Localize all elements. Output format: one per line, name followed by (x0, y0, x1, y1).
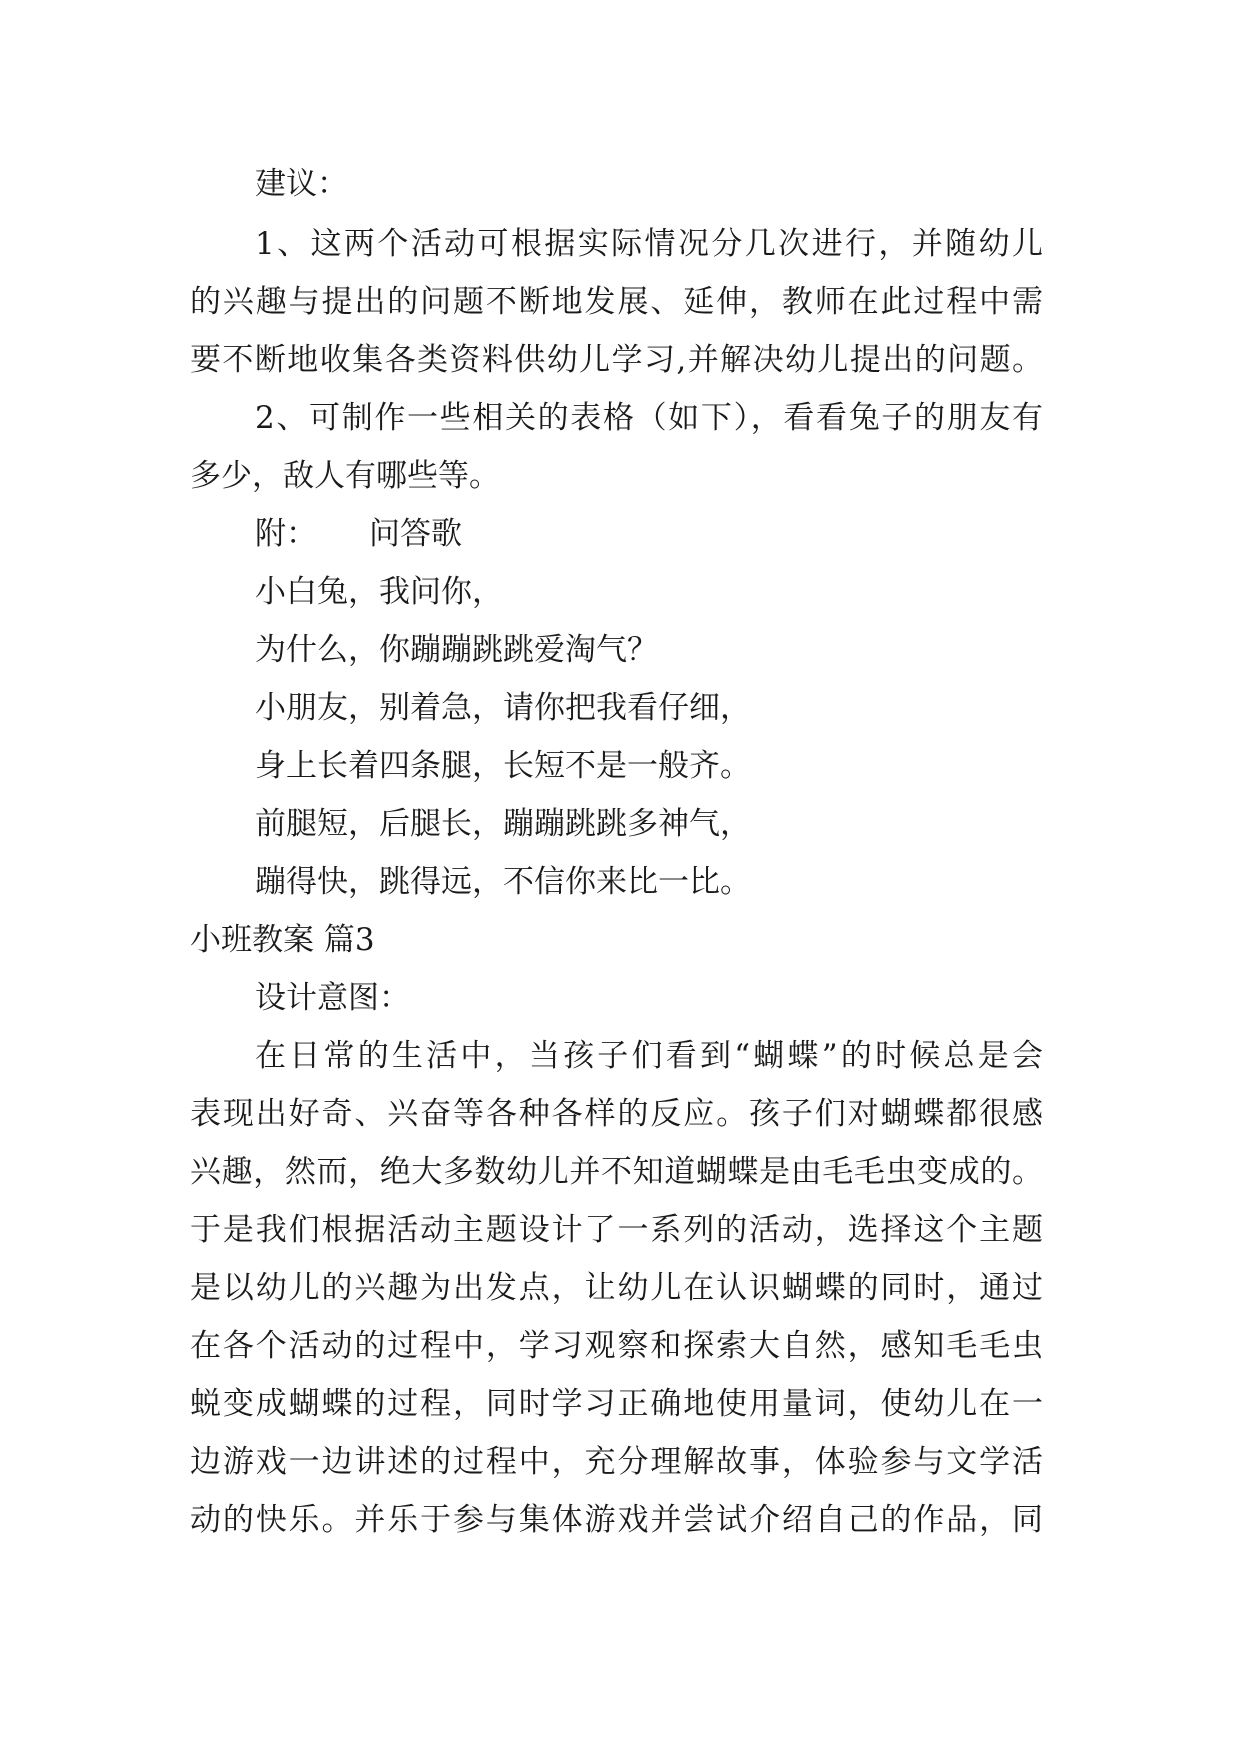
suggestion-1-line-3: 要不断地收集各类资料供幼儿学习,并解决幼儿提出的问题。 (190, 342, 1043, 378)
suggestion-2-line-2: 多少，敌人有哪些等。 (190, 458, 500, 494)
song-line-3: 小朋友，别着急，请你把我看仔细， (255, 690, 751, 726)
suggestion-1-line-1: 1、这两个活动可根据实际情况分几次进行，并随幼儿 (255, 226, 1043, 262)
design-paragraph-line-2: 表现出好奇、兴奋等各种各样的反应。孩子们对蝴蝶都很感 (190, 1096, 1043, 1132)
design-paragraph-line-6: 在各个活动的过程中，学习观察和探索大自然，感知毛毛虫 (190, 1328, 1043, 1364)
song-line-4: 身上长着四条腿，长短不是一般齐。 (255, 748, 751, 784)
design-heading: 设计意图： (255, 980, 410, 1016)
song-line-2: 为什么，你蹦蹦跳跳爱淘气？ (255, 632, 658, 668)
song-line-6: 蹦得快，跳得远，不信你来比一比。 (255, 864, 751, 900)
appendix-title: 问答歌 (369, 516, 462, 552)
design-paragraph-line-5: 是以幼儿的兴趣为出发点，让幼儿在认识蝴蝶的同时，通过 (190, 1270, 1043, 1306)
design-paragraph-line-1: 在日常的生活中，当孩子们看到“蝴蝶”的时候总是会 (255, 1038, 1043, 1074)
design-paragraph-line-3: 兴趣，然而，绝大多数幼儿并不知道蝴蝶是由毛毛虫变成的。 (190, 1154, 1043, 1190)
song-line-5: 前腿短，后腿长，蹦蹦跳跳多神气， (255, 806, 751, 842)
appendix-label: 附： (255, 516, 317, 552)
design-paragraph-line-4: 于是我们根据活动主题设计了一系列的活动，选择这个主题 (190, 1212, 1043, 1248)
design-paragraph-line-7: 蜕变成蝴蝶的过程，同时学习正确地使用量词，使幼儿在一 (190, 1386, 1043, 1422)
design-paragraph-line-9: 动的快乐。并乐于参与集体游戏并尝试介绍自己的作品，同 (190, 1502, 1043, 1538)
suggestion-heading: 建议： (255, 166, 348, 202)
appendix-heading (255, 514, 462, 554)
section-title: 小班教案 篇3 (190, 922, 375, 958)
suggestion-2-line-1: 2、可制作一些相关的表格（如下），看看兔子的朋友有 (255, 400, 1043, 436)
song-line-1: 小白兔，我问你， (255, 574, 503, 610)
design-paragraph-line-8: 边游戏一边讲述的过程中，充分理解故事，体验参与文学活 (190, 1444, 1043, 1480)
suggestion-1-line-2: 的兴趣与提出的问题不断地发展、延伸，教师在此过程中需 (190, 284, 1043, 320)
